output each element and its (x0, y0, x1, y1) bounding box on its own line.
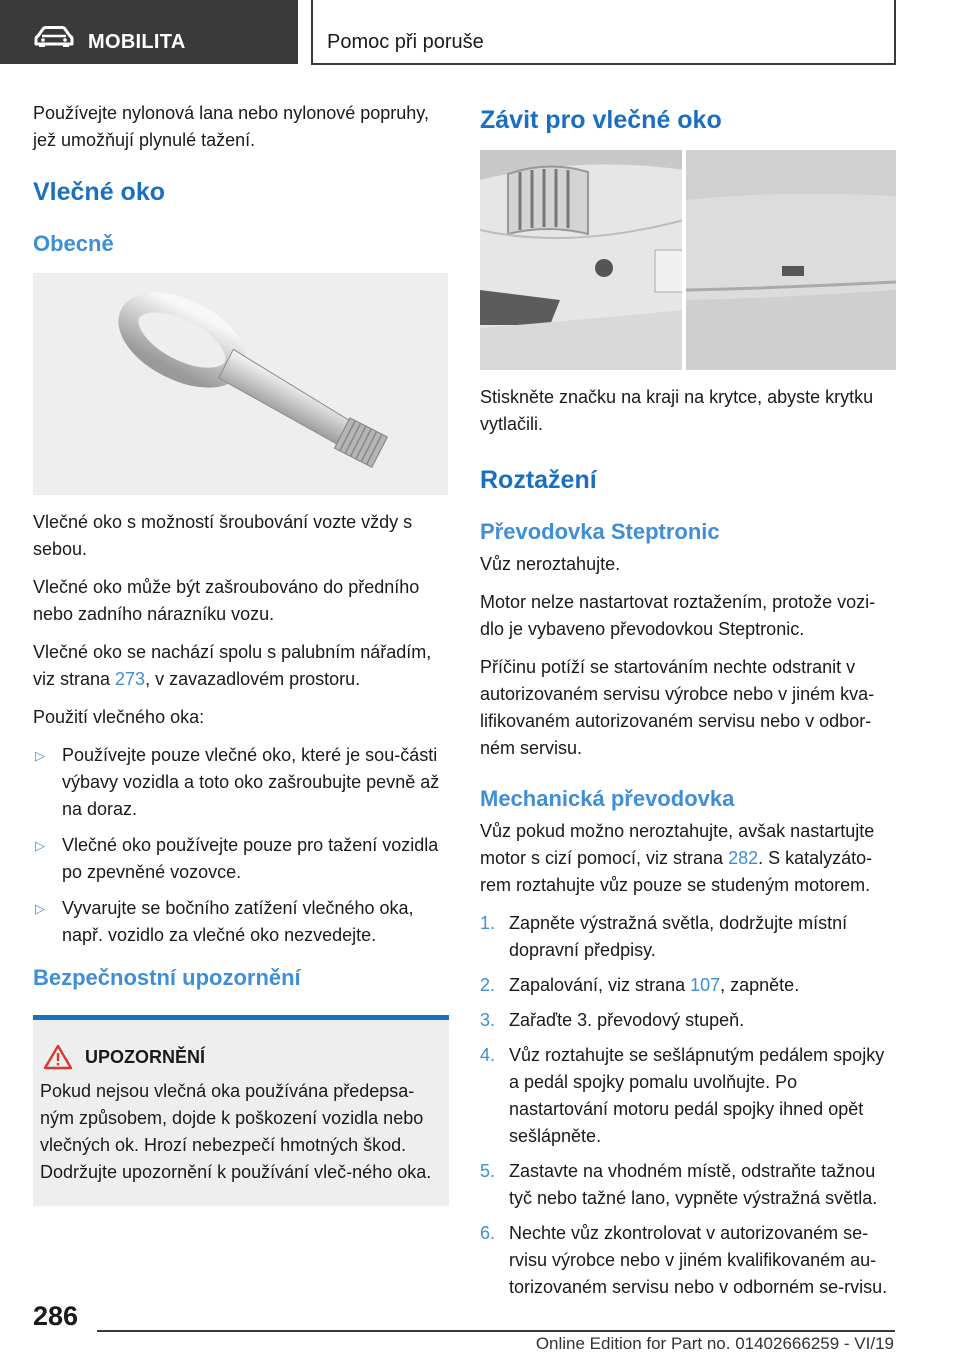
step-number: 4. (480, 1045, 496, 1065)
step-number: 1. (480, 913, 496, 933)
list-item (33, 832, 449, 886)
paragraph-usage: Použití vlečného oka: (33, 707, 205, 727)
step-item (480, 1007, 896, 1034)
step-number: 2. (480, 975, 496, 995)
step-text: Zapněte výstražná světla, dodržujte místní dopravní předpisy. (509, 913, 848, 960)
list-item-text: Vlečné oko používejte pouze pro tažení vozidla po zpevněné vozovce. (62, 835, 439, 882)
heading-tow-eye: Vlečné oko (33, 178, 165, 206)
step-text: Zapalování, viz strana (509, 975, 691, 995)
step-item (480, 1158, 896, 1212)
list-item (33, 742, 449, 823)
heading-manual: Mechanická převodovka (480, 786, 735, 811)
steptronic-p1: Vůz neroztahujte. (480, 554, 621, 574)
step-text: , zapněte. (720, 975, 800, 995)
towing-steps (480, 910, 896, 1301)
step-item (480, 972, 896, 999)
list-item-text: Vyvarujte se bočního zatížení vlečného oka, např. vozidlo za vlečné oko nezvedejte. (62, 898, 414, 945)
step-item (480, 1042, 896, 1150)
section-label: MOBILITA (88, 31, 186, 53)
steptronic-p3: Příčinu potíží se startováním nechte odstranit v autorizovaném servisu výrobce nebo v jiném kva-lifikovaném autorizovaném servisu nebo v odbor-ném servisu. (480, 657, 875, 758)
text: Vlečné oko se nachází spolu s palubním nářadím, viz strana (33, 642, 432, 689)
step-text: Vůz roztahujte se sešlápnutým pedálem spojky a pedál spojky pomalu uvolňujte. Po nastartování motoru pedál spojky ihned opět sešlápněte. (509, 1045, 885, 1146)
heading-thread: Závit pro vlečné oko (480, 106, 722, 134)
usage-list (33, 742, 449, 949)
step-item (480, 910, 896, 964)
section-tab (0, 0, 298, 64)
chapter-box (311, 0, 896, 65)
text: , v zavazadlovém prostoru. (145, 669, 361, 689)
text: Vůz pokud možno neroztahujte, avšak nastartujte motor s cizí pomocí, viz strana (480, 821, 875, 868)
warning-box (33, 1015, 449, 1206)
page-link-107[interactable]: 107 (690, 975, 721, 995)
warning-header (40, 1044, 441, 1070)
step-number: 3. (480, 1010, 496, 1030)
text: . S katalyzáto-rem roztahujte vůz pouze se studeným motorem. (480, 848, 873, 895)
bumper-thread-image (480, 150, 896, 370)
paragraph-mount: Vlečné oko může být zašroubováno do předního nebo zadního nárazníku vozu. (33, 577, 420, 624)
edition-text: Online Edition for Part no. 01402666259 - VI/19 (535, 1334, 894, 1353)
heading-steptronic: Převodovka Steptronic (480, 519, 720, 544)
page-link-273[interactable]: 273 (115, 669, 146, 689)
paragraph-location (33, 639, 449, 693)
tow-eye-caption: Vlečné oko s možností šroubování vozte vždy s sebou. (33, 512, 413, 559)
warning-triangle-icon (43, 1044, 73, 1070)
heading-towing: Roztažení (480, 466, 597, 494)
heading-safety: Bezpečnostní upozornění (33, 965, 301, 990)
list-item-text: Používejte pouze vlečné oko, které je sou-části výbavy vozidla a toto oko zašroubujte pevně až na doraz. (62, 745, 440, 819)
car-icon (34, 26, 74, 48)
triangle-bullet-icon: ▷ (35, 748, 45, 763)
thread-caption: Stiskněte značku na kraji na krytce, abyste krytku vytlačili. (480, 387, 874, 434)
footer-divider (97, 1330, 895, 1332)
manual-paragraph (480, 818, 896, 899)
step-text: Zařaďte 3. převodový stupeň. (509, 1010, 745, 1030)
step-text: Zastavte na vhodném místě, odstraňte tažnou tyč nebo tažné lano, vypněte výstražná světla. (509, 1161, 878, 1208)
heading-general: Obecně (33, 231, 114, 256)
intro-paragraph: Používejte nylonová lana nebo nylonové popruhy, jež umožňují plynulé tažení. (33, 103, 429, 150)
page-link-282[interactable]: 282 (728, 848, 759, 868)
left-column (33, 100, 449, 1206)
warning-label: UPOZORNĚNÍ (85, 1046, 206, 1067)
warning-text: Pokud nejsou vlečná oka používána předepsa-ným způsobem, dojde k poškození vozidla nebo vlečných ok. Hrozí nebezpečí hmotných škod. Dodržujte upozornění k používání vleč-ného oka. (40, 1081, 432, 1182)
step-number: 5. (480, 1161, 496, 1181)
steptronic-p2: Motor nelze nastartovat roztažením, protože vozi-dlo je vybaveno převodovkou Steptronic. (480, 592, 876, 639)
chapter-title: Pomoc při poruše (327, 31, 484, 53)
step-number: 6. (480, 1223, 496, 1243)
page-header (0, 0, 960, 66)
list-item (33, 895, 449, 949)
step-text: Nechte vůz zkontrolovat v autorizovaném se-rvisu výrobce nebo v jiném kvalifikovaném au-torizovaném servisu nebo v odborném se-rvisu. (509, 1223, 888, 1297)
page-number: 286 (33, 1301, 79, 1331)
tow-eye-image (33, 273, 448, 495)
triangle-bullet-icon: ▷ (35, 901, 45, 916)
triangle-bullet-icon: ▷ (35, 838, 45, 853)
right-column (480, 100, 896, 1309)
step-item (480, 1220, 896, 1301)
